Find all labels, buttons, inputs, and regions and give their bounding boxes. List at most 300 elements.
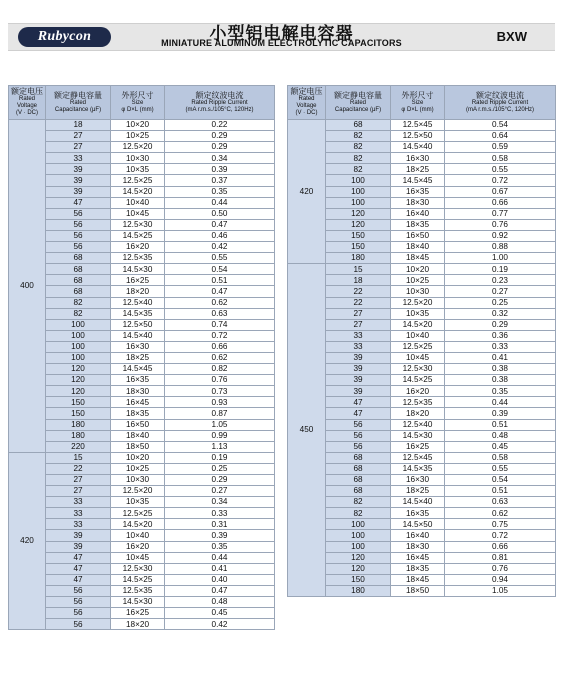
size-cell: 12.5×30 (391, 364, 445, 375)
ripple-cell: 0.77 (445, 208, 556, 219)
capacitance-cell: 27 (326, 308, 391, 319)
size-cell: 14.5×50 (391, 519, 445, 530)
table-row (288, 530, 556, 541)
capacitance-cell: 150 (326, 230, 391, 241)
ripple-cell: 0.34 (165, 497, 275, 508)
ripple-cell: 0.88 (445, 242, 556, 253)
ripple-cell: 0.66 (445, 197, 556, 208)
ripple-cell: 0.72 (445, 175, 556, 186)
size-cell: 12.5×40 (111, 297, 165, 308)
ripple-cell: 0.93 (165, 397, 275, 408)
ripple-cell: 0.55 (445, 463, 556, 474)
table-row (288, 508, 556, 519)
ripple-cell: 0.31 (165, 519, 275, 530)
ripple-cell: 0.47 (165, 219, 275, 230)
capacitance-cell: 39 (46, 175, 111, 186)
capacitance-cell: 47 (326, 408, 391, 419)
capacitance-cell: 180 (46, 430, 111, 441)
capacitance-cell: 82 (326, 164, 391, 175)
table-row (9, 508, 275, 519)
size-cell: 10×25 (111, 463, 165, 474)
table-row (9, 297, 275, 308)
ripple-cell: 0.45 (445, 441, 556, 452)
table-row (9, 319, 275, 330)
table-row (288, 552, 556, 563)
size-cell: 14.5×25 (111, 230, 165, 241)
size-cell: 18×25 (391, 164, 445, 175)
title-chinese: 小型铝电解电容器 (209, 24, 354, 43)
table-row (9, 619, 275, 630)
capacitance-cell: 18 (326, 275, 391, 286)
size-cell: 10×30 (391, 286, 445, 297)
ripple-cell: 0.75 (445, 519, 556, 530)
table-row (288, 486, 556, 497)
header-ripple: 额定纹波电流 Rated Ripple Current (mA r.m.s./105°C, 120Hz) (445, 86, 556, 120)
capacitance-cell: 39 (46, 164, 111, 175)
table-row (9, 219, 275, 230)
capacitance-cell: 56 (46, 230, 111, 241)
capacitance-cell: 100 (46, 341, 111, 352)
ripple-cell: 0.54 (165, 264, 275, 275)
size-cell: 16×25 (391, 441, 445, 452)
size-cell: 12.5×45 (391, 120, 445, 131)
size-cell: 18×35 (111, 408, 165, 419)
ripple-cell: 0.23 (445, 275, 556, 286)
ripple-cell: 0.33 (165, 508, 275, 519)
table-body-left (9, 120, 275, 630)
capacitance-cell: 47 (46, 552, 111, 563)
size-cell: 18×45 (391, 574, 445, 585)
ripple-cell: 0.34 (165, 153, 275, 164)
capacitance-cell: 180 (46, 419, 111, 430)
ripple-cell: 0.29 (165, 475, 275, 486)
ripple-cell: 0.39 (165, 530, 275, 541)
capacitance-cell: 33 (326, 330, 391, 341)
table-row (9, 475, 275, 486)
size-cell: 12.5×25 (111, 175, 165, 186)
table-row (9, 142, 275, 153)
size-cell: 18×50 (391, 585, 445, 596)
table-row (288, 563, 556, 574)
capacitance-cell: 120 (326, 552, 391, 563)
size-cell: 18×25 (391, 486, 445, 497)
table-row (288, 253, 556, 264)
table-row (9, 330, 275, 341)
size-cell: 16×40 (391, 208, 445, 219)
ripple-cell: 0.33 (445, 341, 556, 352)
ripple-cell: 0.73 (165, 386, 275, 397)
ripple-cell: 0.36 (445, 330, 556, 341)
table-row (288, 519, 556, 530)
ripple-cell: 0.44 (445, 397, 556, 408)
size-cell: 10×30 (111, 475, 165, 486)
capacitance-cell: 15 (326, 264, 391, 275)
table-row (288, 330, 556, 341)
capacitance-cell: 68 (326, 463, 391, 474)
table-row (9, 153, 275, 164)
capacitance-cell: 56 (46, 597, 111, 608)
title-english: MINIATURE ALUMINUM ELECTROLYTIC CAPACITORS (161, 38, 402, 48)
size-cell: 16×25 (111, 608, 165, 619)
ripple-cell: 0.46 (165, 230, 275, 241)
size-cell: 10×45 (391, 352, 445, 363)
voltage-cell: 400 (9, 120, 46, 453)
size-cell: 16×30 (391, 153, 445, 164)
capacitance-cell: 82 (326, 497, 391, 508)
size-cell: 16×20 (111, 242, 165, 253)
capacitance-cell: 39 (326, 364, 391, 375)
capacitance-cell: 33 (326, 341, 391, 352)
table-row (9, 364, 275, 375)
table-row (9, 186, 275, 197)
capacitance-cell: 56 (326, 419, 391, 430)
ripple-cell: 0.47 (165, 286, 275, 297)
size-cell: 16×35 (111, 375, 165, 386)
size-cell: 10×25 (111, 131, 165, 142)
size-cell: 18×30 (391, 197, 445, 208)
capacitance-cell: 120 (326, 563, 391, 574)
ripple-cell: 0.48 (165, 597, 275, 608)
ripple-cell: 0.54 (445, 475, 556, 486)
capacitance-cell: 120 (46, 364, 111, 375)
size-cell: 12.5×35 (111, 253, 165, 264)
ripple-cell: 0.19 (165, 452, 275, 463)
ripple-cell: 0.81 (445, 552, 556, 563)
table-row (9, 131, 275, 142)
size-cell: 12.5×25 (391, 341, 445, 352)
table-row (288, 341, 556, 352)
ripple-cell: 0.58 (445, 153, 556, 164)
capacitance-cell: 100 (46, 330, 111, 341)
table-row (9, 164, 275, 175)
size-cell: 14.5×40 (391, 497, 445, 508)
capacitance-cell: 33 (46, 497, 111, 508)
table-row (288, 219, 556, 230)
header-size: 外形尺寸 Size φ D×L (mm) (391, 86, 445, 120)
capacitance-cell: 56 (46, 242, 111, 253)
ripple-cell: 0.92 (445, 230, 556, 241)
ripple-cell: 0.54 (445, 120, 556, 131)
table-row (288, 164, 556, 175)
capacitance-cell: 56 (46, 608, 111, 619)
size-cell: 12.5×50 (391, 131, 445, 142)
size-cell: 14.5×45 (391, 175, 445, 186)
capacitance-cell: 47 (46, 563, 111, 574)
ripple-cell: 0.42 (165, 242, 275, 253)
ripple-cell: 0.29 (445, 319, 556, 330)
size-cell: 12.5×50 (111, 319, 165, 330)
header-capacitance: 额定静电容量 Rated Capacitance (μF) (46, 86, 111, 120)
table-row (288, 375, 556, 386)
size-cell: 14.5×25 (391, 375, 445, 386)
capacitance-cell: 39 (46, 186, 111, 197)
voltage-cell: 420 (288, 120, 326, 264)
table-row (288, 408, 556, 419)
ripple-cell: 1.05 (445, 585, 556, 596)
size-cell: 14.5×20 (391, 319, 445, 330)
table-row (288, 264, 556, 275)
capacitance-cell: 68 (46, 264, 111, 275)
table-row (288, 131, 556, 142)
ripple-cell: 0.35 (165, 541, 275, 552)
table-row (9, 308, 275, 319)
table-row (288, 419, 556, 430)
table-row (9, 341, 275, 352)
capacitance-cell: 27 (46, 486, 111, 497)
size-cell: 14.5×25 (111, 574, 165, 585)
ripple-cell: 0.35 (165, 186, 275, 197)
size-cell: 16×45 (391, 552, 445, 563)
capacitance-cell: 56 (46, 208, 111, 219)
capacitance-cell: 56 (326, 430, 391, 441)
table-row (288, 497, 556, 508)
size-cell: 14.5×40 (111, 330, 165, 341)
table-row (9, 286, 275, 297)
size-cell: 10×40 (111, 197, 165, 208)
ripple-cell: 0.39 (165, 164, 275, 175)
page-header (8, 23, 555, 51)
capacitance-cell: 82 (46, 308, 111, 319)
size-cell: 18×50 (111, 441, 165, 452)
table-row (9, 585, 275, 596)
size-cell: 16×40 (391, 530, 445, 541)
table-row (9, 563, 275, 574)
table-row (9, 608, 275, 619)
capacitance-cell: 39 (326, 352, 391, 363)
size-cell: 18×35 (391, 563, 445, 574)
table-row (9, 597, 275, 608)
capacitance-cell: 82 (46, 297, 111, 308)
capacitance-cell: 180 (326, 585, 391, 596)
table-row (288, 452, 556, 463)
table-row (9, 375, 275, 386)
table-row (288, 308, 556, 319)
table-row (9, 497, 275, 508)
capacitance-cell: 39 (326, 386, 391, 397)
capacitance-cell: 22 (326, 297, 391, 308)
capacitance-cell: 82 (326, 131, 391, 142)
ripple-cell: 0.37 (165, 175, 275, 186)
ripple-cell: 0.22 (165, 120, 275, 131)
capacitance-cell: 56 (46, 219, 111, 230)
capacitance-cell: 82 (326, 508, 391, 519)
size-cell: 18×40 (111, 430, 165, 441)
capacitance-cell: 100 (46, 319, 111, 330)
table-row (288, 430, 556, 441)
table-row (288, 120, 556, 131)
capacitance-cell: 15 (46, 452, 111, 463)
size-cell: 10×45 (111, 552, 165, 563)
capacitance-cell: 47 (46, 197, 111, 208)
table-row (288, 286, 556, 297)
size-cell: 10×35 (111, 497, 165, 508)
header-voltage: 额定电压 Rated Voltage (V · DC) (288, 86, 326, 120)
table-row (9, 242, 275, 253)
ripple-cell: 0.55 (445, 164, 556, 175)
ripple-cell: 0.19 (445, 264, 556, 275)
ripple-cell: 0.42 (165, 619, 275, 630)
ripple-cell: 0.41 (165, 563, 275, 574)
ripple-cell: 0.72 (165, 330, 275, 341)
table-row (288, 197, 556, 208)
size-cell: 12.5×35 (391, 397, 445, 408)
ripple-cell: 0.48 (445, 430, 556, 441)
size-cell: 14.5×40 (391, 142, 445, 153)
size-cell: 12.5×45 (391, 452, 445, 463)
size-cell: 10×20 (111, 120, 165, 131)
size-cell: 14.5×45 (111, 364, 165, 375)
capacitance-cell: 47 (46, 574, 111, 585)
size-cell: 10×20 (111, 452, 165, 463)
table-row (9, 120, 275, 131)
ripple-cell: 0.25 (165, 463, 275, 474)
table-row (9, 175, 275, 186)
capacitance-cell: 27 (46, 142, 111, 153)
capacitance-cell: 39 (46, 541, 111, 552)
table-row (288, 297, 556, 308)
capacitance-cell: 33 (46, 153, 111, 164)
size-cell: 18×40 (391, 242, 445, 253)
size-cell: 14.5×30 (111, 264, 165, 275)
header-ripple: 额定纹波电流 Rated Ripple Current (mA r.m.s./105°C, 120Hz) (165, 86, 275, 120)
table-row (288, 386, 556, 397)
size-cell: 12.5×30 (111, 219, 165, 230)
capacitance-cell: 27 (326, 319, 391, 330)
table-row (9, 275, 275, 286)
capacitance-cell: 68 (326, 486, 391, 497)
ripple-cell: 0.63 (445, 497, 556, 508)
capacitance-cell: 56 (46, 619, 111, 630)
ripple-cell: 0.82 (165, 364, 275, 375)
table-row (9, 519, 275, 530)
capacitance-cell: 100 (326, 175, 391, 186)
ripple-cell: 0.51 (445, 419, 556, 430)
capacitance-cell: 22 (326, 286, 391, 297)
table-row (9, 208, 275, 219)
capacitance-cell: 82 (326, 153, 391, 164)
ripple-cell: 0.41 (445, 352, 556, 363)
capacitance-cell: 100 (326, 530, 391, 541)
header-size: 外形尺寸 Size φ D×L (mm) (111, 86, 165, 120)
ripple-cell: 1.00 (445, 253, 556, 264)
table-row (9, 352, 275, 363)
ripple-cell: 0.50 (165, 208, 275, 219)
size-cell: 16×25 (111, 275, 165, 286)
ripple-cell: 0.35 (445, 386, 556, 397)
ripple-cell: 0.51 (445, 486, 556, 497)
table-row (288, 574, 556, 585)
capacitance-cell: 68 (326, 120, 391, 131)
size-cell: 16×50 (391, 230, 445, 241)
table-row (9, 253, 275, 264)
table-row (9, 197, 275, 208)
spec-table-right (287, 85, 556, 597)
table-row (288, 242, 556, 253)
size-cell: 12.5×40 (391, 419, 445, 430)
capacitance-cell: 120 (46, 375, 111, 386)
capacitance-cell: 68 (326, 475, 391, 486)
ripple-cell: 0.76 (445, 219, 556, 230)
size-cell: 10×30 (111, 153, 165, 164)
size-cell: 10×25 (391, 275, 445, 286)
ripple-cell: 0.67 (445, 186, 556, 197)
ripple-cell: 0.55 (165, 253, 275, 264)
table-row (9, 574, 275, 585)
size-cell: 16×35 (391, 186, 445, 197)
capacitance-cell: 39 (46, 530, 111, 541)
ripple-cell: 0.66 (165, 341, 275, 352)
capacitance-cell: 180 (326, 253, 391, 264)
voltage-cell: 450 (288, 264, 326, 597)
size-cell: 12.5×20 (111, 142, 165, 153)
capacitance-cell: 150 (46, 408, 111, 419)
size-cell: 10×35 (111, 164, 165, 175)
ripple-cell: 0.72 (445, 530, 556, 541)
size-cell: 18×25 (111, 352, 165, 363)
ripple-cell: 0.27 (445, 286, 556, 297)
capacitance-cell: 68 (46, 253, 111, 264)
capacitance-cell: 68 (46, 286, 111, 297)
table-row (288, 175, 556, 186)
table-row (9, 397, 275, 408)
capacitance-cell: 100 (326, 519, 391, 530)
capacitance-cell: 18 (46, 120, 111, 131)
ripple-cell: 0.74 (165, 319, 275, 330)
series-code: BXW (496, 29, 527, 44)
ripple-cell: 0.29 (165, 142, 275, 153)
size-cell: 18×30 (391, 541, 445, 552)
ripple-cell: 0.64 (445, 131, 556, 142)
capacitance-cell: 82 (326, 142, 391, 153)
spec-table-left (8, 85, 275, 630)
ripple-cell: 0.44 (165, 552, 275, 563)
size-cell: 12.5×20 (111, 486, 165, 497)
ripple-cell: 0.38 (445, 375, 556, 386)
capacitance-cell: 33 (46, 508, 111, 519)
table-row (288, 275, 556, 286)
table-row (9, 530, 275, 541)
rubycon-logo: Rubycon (18, 27, 111, 47)
size-cell: 12.5×30 (111, 563, 165, 574)
table-row (288, 230, 556, 241)
ripple-cell: 0.63 (165, 308, 275, 319)
size-cell: 18×20 (391, 408, 445, 419)
ripple-cell: 0.62 (445, 508, 556, 519)
table-row (9, 541, 275, 552)
capacitance-cell: 27 (46, 131, 111, 142)
size-cell: 14.5×30 (391, 430, 445, 441)
table-row (288, 208, 556, 219)
ripple-cell: 0.66 (445, 541, 556, 552)
table-row (288, 319, 556, 330)
capacitance-cell: 220 (46, 441, 111, 452)
table-row (9, 408, 275, 419)
size-cell: 12.5×25 (111, 508, 165, 519)
capacitance-cell: 56 (326, 441, 391, 452)
table-row (9, 230, 275, 241)
size-cell: 16×45 (111, 397, 165, 408)
size-cell: 18×20 (111, 286, 165, 297)
size-cell: 10×40 (391, 330, 445, 341)
size-cell: 14.5×35 (391, 463, 445, 474)
table-row (288, 463, 556, 474)
ripple-cell: 1.13 (165, 441, 275, 452)
table-row (288, 475, 556, 486)
capacitance-cell: 120 (46, 386, 111, 397)
size-cell: 14.5×20 (111, 186, 165, 197)
capacitance-cell: 27 (46, 475, 111, 486)
size-cell: 16×20 (111, 541, 165, 552)
